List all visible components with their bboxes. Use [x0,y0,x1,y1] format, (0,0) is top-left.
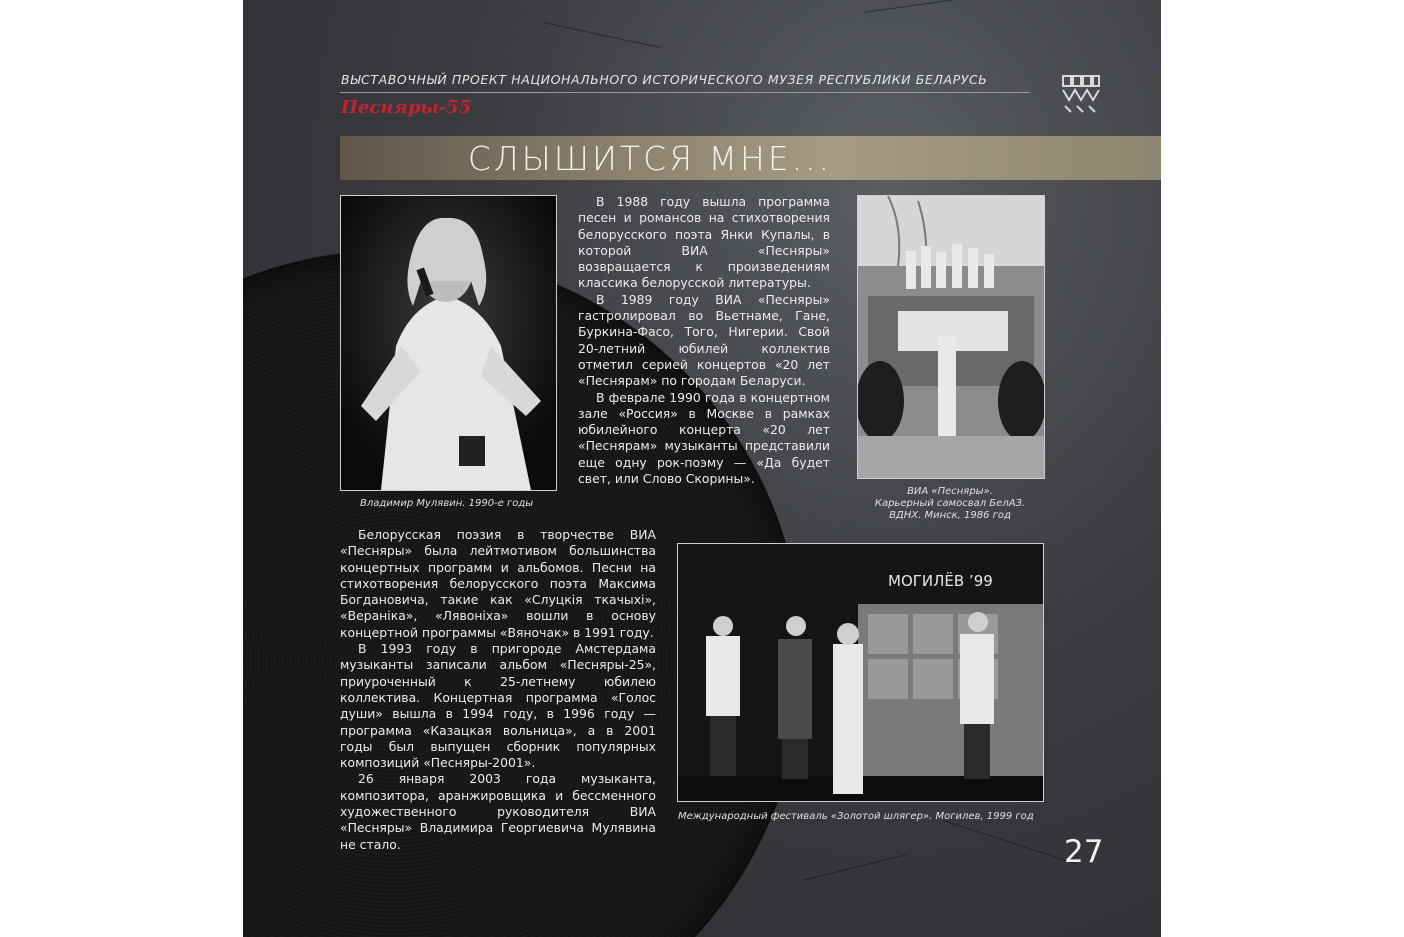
section-banner [340,136,1161,180]
text-column-bottom [340,527,656,853]
project-title: ВЫСТАВОЧНЫЙ ПРОЕКТ НАЦИОНАЛЬНОГО ИСТОРИЧЕСКОГО МУЗЕЯ РЕСПУБЛИКИ БЕЛАРУСЬ [341,72,988,87]
caption-line: ВДНХ. Минск, 1986 год [889,510,1011,521]
paragraph: 26 января 2003 года музыканта, композитора, аранжировщика и бессменного художественного руководителя ВИА «Песняры» Владимира Георгиевича Мулявина не стало. [340,771,656,852]
texture-crack [543,22,661,48]
caption-line: Карьерный самосвал БелАЗ. [874,498,1026,509]
photo-festival [677,543,1044,802]
texture-crack [803,853,910,881]
section-title: СЛЫШИТСЯ МНЕ... [467,139,833,178]
paragraph: Белорусская поэзия в творчестве ВИА «Песняры» была лейтмотивом большинства концертных программ и альбомов. Песни на стихотворения белорусского поэта Максима Богдановича, такие как «Слуцкія ткачыхі», «Веранікa», «Лявоніха» вошли в основу концертной программы «Вяночак» в 1991 году. [340,527,656,640]
page-number: 27 [1064,834,1104,870]
text-column-top [578,194,830,487]
museum-logo-icon [1059,70,1103,114]
caption-mulyavin: Владимир Мулявин. 1990-е годы [360,498,534,509]
paragraph: В 1993 году в пригороде Амстердама музыканты записали альбом «Песняры-25», приуроченный к 25-летнему юбилею коллектива. Концертная программа «Голос души» вышла в 1994 году, в 1996 году — программа «Казацкая вольница», а в 2001 годы был выпущен сборник популярных композиций «Песняры-2001». [340,641,656,771]
texture-crack [943,820,1076,864]
texture-crack [863,0,952,13]
paragraph: В феврале 1990 года в концертном зале «Россия» в Москве в рамках юбилейного концерта «20 лет «Песнярам» музыканты представили еще одну рок-поэму — «Да будет свет, или Слово Скорины». [578,389,830,487]
exhibition-brand: Песняры-55 [341,97,472,118]
photo-belaz [857,195,1045,479]
header-divider [340,92,1030,93]
paragraph: В 1988 году вышла программа песен и романсов на стихотворения белорусского поэта Янки Купалы, в которой ВИА «Песняры» возвращается к произведениям классика белорусской литературы. [578,194,830,291]
caption-line: ВИА «Песняры». [907,486,993,497]
caption-festival: Международный фестиваль «Золотой шлягер». Могилев, 1999 год [678,811,1034,822]
page [243,0,1161,937]
paragraph: В 1989 году ВИА «Песняры» гастролировал во Вьетнаме, Гане, Буркина-Фасо, Того, Нигерии. Свой 20-летний юбилей коллектив отметил серией концертов «20 лет «Песнярам» по городам Беларуси. [578,291,830,389]
caption-belaz [857,486,1043,522]
festival-sign-text: МОГИЛЁВ ’99 [888,572,993,590]
photo-mulyavin [340,195,557,491]
